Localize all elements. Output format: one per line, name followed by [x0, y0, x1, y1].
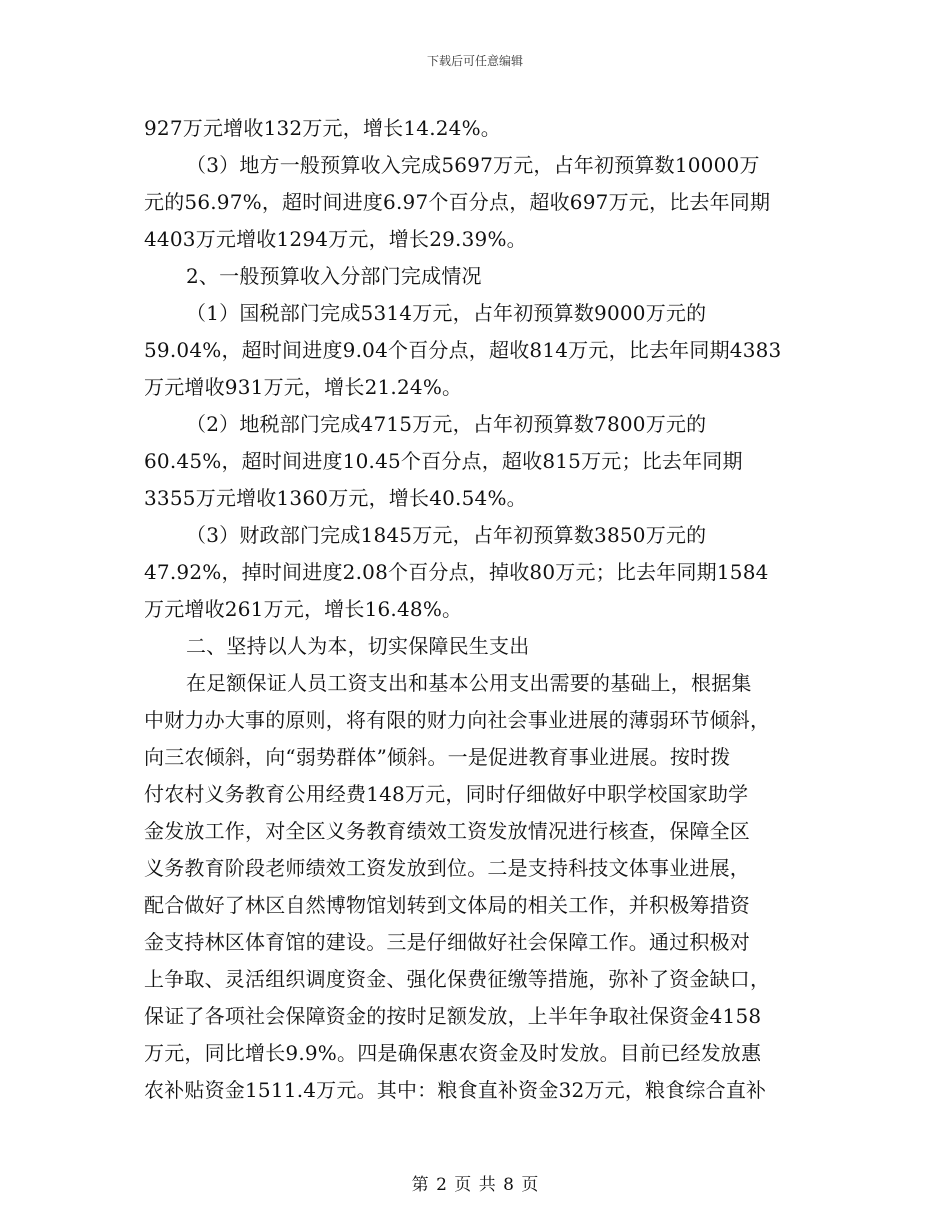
text-line: 向三农倾斜，向“弱势群体”倾斜。一是促进教育事业进展。按时拨 — [144, 745, 731, 769]
text-line: 保证了各项社会保障资金的按时足额发放，上半年争取社保资金4158 — [144, 1004, 762, 1028]
text-line: 在足额保证人员工资支出和基本公用支出需要的基础上，根据集 — [186, 671, 752, 695]
text-line: 47.92%，掉时间进度2.08个百分点，掉收80万元；比去年同期1584 — [144, 560, 769, 584]
text-line: （3）地方一般预算收入完成5697万元，占年初预算数10000万 — [186, 153, 760, 177]
section-heading: 二、坚持以人为本，切实保障民生支出 — [186, 634, 530, 658]
text-line: 金支持林区体育馆的建设。三是仔细做好社会保障工作。通过积极对 — [144, 930, 750, 954]
page-header-note: 下载后可任意编辑 — [426, 54, 523, 68]
page-number-footer: 第 2 页 共 8 页 — [411, 1175, 539, 1195]
text-line: 金发放工作，对全区义务教育绩效工资发放情况进行核查，保障全区 — [144, 819, 750, 843]
text-line: （1）国税部门完成5314万元，占年初预算数9000万元的 — [186, 301, 707, 325]
text-line: 4403万元增收1294万元，增长29.39%。 — [144, 227, 527, 251]
text-line: 3355万元增收1360万元，增长40.54%。 — [144, 486, 527, 510]
text-line: （3）财政部门完成1845万元，占年初预算数3850万元的 — [186, 523, 707, 547]
text-line: 59.04%，超时间进度9.04个百分点，超收814万元，比去年同期4383 — [144, 338, 782, 362]
text-line: 60.45%，超时间进度10.45个百分点，超收815万元；比去年同期 — [144, 449, 743, 473]
text-line: 万元增收931万元，增长21.24%。 — [144, 375, 463, 399]
text-line: 万元增收261万元，增长16.48%。 — [144, 597, 463, 621]
section-heading: 2、一般预算收入分部门完成情况 — [186, 264, 482, 288]
text-line: 上争取、灵活组织调度资金、强化保费征缴等措施，弥补了资金缺口， — [144, 967, 771, 991]
text-line: 农补贴资金1511.4万元。其中：粮食直补资金32万元，粮食综合直补 — [144, 1078, 767, 1102]
text-line: 万元，同比增长9.9%。四是确保惠农资金及时发放。目前已经发放惠 — [144, 1041, 762, 1065]
text-line: 付农村义务教育公用经费148万元，同时仔细做好中职学校国家助学 — [144, 782, 749, 806]
text-line: 配合做好了林区自然博物馆划转到文体局的相关工作，并积极筹措资 — [144, 893, 750, 917]
text-line: 中财力办大事的原则，将有限的财力向社会事业进展的薄弱环节倾斜， — [144, 708, 771, 732]
text-line: （2）地税部门完成4715万元，占年初预算数7800万元的 — [186, 412, 707, 436]
text-line: 义务教育阶段老师绩效工资发放到位。二是支持科技文体事业进展， — [144, 856, 750, 880]
text-line: 927万元增收132万元，增长14.24%。 — [144, 116, 502, 140]
text-line: 元的56.97%，超时间进度6.97个百分点，超收697万元，比去年同期 — [144, 190, 771, 214]
